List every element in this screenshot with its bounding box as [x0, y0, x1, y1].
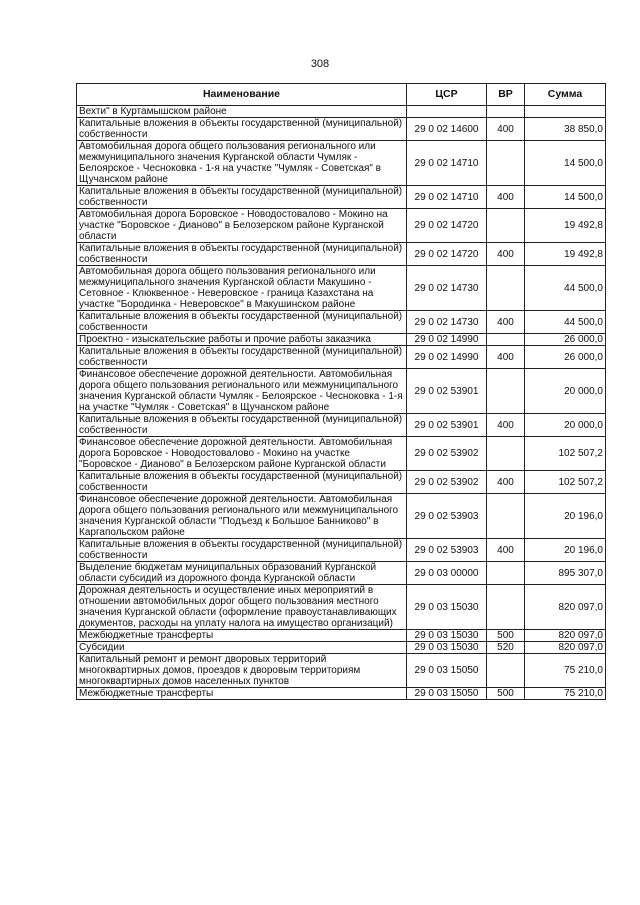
cell-vr — [487, 437, 525, 471]
cell-vr: 400 — [487, 186, 525, 209]
cell-sum: 26 000,0 — [525, 346, 606, 369]
cell-vr — [487, 141, 525, 186]
table-row — [77, 471, 606, 494]
cell-sum: 895 307,0 — [525, 562, 606, 585]
cell-vr — [487, 585, 525, 630]
cell-csr: 29 0 02 14720 — [407, 209, 487, 243]
cell-csr: 29 0 02 14990 — [407, 334, 487, 346]
cell-vr: 400 — [487, 311, 525, 334]
cell-name: Капитальный ремонт и ремонт дворовых территорий многоквартирных домов, проездов к дворовым территориям многоквартирных домов населенных пунктов — [77, 654, 407, 688]
cell-name: Финансовое обеспечение дорожной деятельности. Автомобильная дорога общего пользования регионального или межмуниципального значения Курганской области "Подъезд к Большое Банниково" в Каргапольском районе — [77, 494, 407, 539]
cell-sum: 102 507,2 — [525, 437, 606, 471]
table-body — [77, 106, 606, 700]
cell-sum: 75 210,0 — [525, 654, 606, 688]
cell-name: Финансовое обеспечение дорожной деятельности. Автомобильная дорога общего пользования регионального или межмуниципального значения Курганской области Чумляк - Белоярское - Чесноковка - 1-я на участке "Чумляк - Советская" в Щучанском районе — [77, 369, 407, 414]
cell-name: Капитальные вложения в объекты государственной (муниципальной) собственности — [77, 243, 407, 266]
cell-csr: 29 0 03 15030 — [407, 585, 487, 630]
cell-sum: 20 196,0 — [525, 494, 606, 539]
cell-name: Межбюджетные трансферты — [77, 688, 407, 700]
cell-sum: 820 097,0 — [525, 630, 606, 642]
cell-csr: 29 0 02 53903 — [407, 494, 487, 539]
cell-sum: 20 196,0 — [525, 539, 606, 562]
cell-csr: 29 0 03 15050 — [407, 688, 487, 700]
cell-name: Дорожная деятельность и осуществление иных мероприятий в отношении автомобильных дорог общего пользования местного значения Курганской области (оформление правоустанавливающих документов, расходы на уплату налога на имущество организаций) — [77, 585, 407, 630]
cell-sum: 19 492,8 — [525, 243, 606, 266]
cell-sum: 44 500,0 — [525, 311, 606, 334]
cell-vr: 400 — [487, 118, 525, 141]
cell-name: Межбюджетные трансферты — [77, 630, 407, 642]
table-row — [77, 369, 606, 414]
table-row — [77, 630, 606, 642]
cell-vr — [487, 209, 525, 243]
cell-name: Капитальные вложения в объекты государственной (муниципальной) собственности — [77, 471, 407, 494]
cell-name: Автомобильная дорога Боровское - Новодостовалово - Мокино на участке "Боровское - Дианово" в Белозерском районе Курганской области — [77, 209, 407, 243]
cell-csr: 29 0 02 14720 — [407, 243, 487, 266]
table-row — [77, 209, 606, 243]
table-header-row — [77, 84, 606, 106]
cell-name: Проектно - изыскательские работы и прочие работы заказчика — [77, 334, 407, 346]
cell-csr: 29 0 02 14600 — [407, 118, 487, 141]
table-row — [77, 585, 606, 630]
cell-vr — [487, 106, 525, 118]
cell-csr: 29 0 02 14730 — [407, 311, 487, 334]
table-row — [77, 186, 606, 209]
cell-name: Капитальные вложения в объекты государственной (муниципальной) собственности — [77, 186, 407, 209]
cell-csr: 29 0 02 53902 — [407, 437, 487, 471]
table-row — [77, 266, 606, 311]
cell-csr: 29 0 02 14990 — [407, 346, 487, 369]
cell-csr: 29 0 02 14710 — [407, 141, 487, 186]
table-row — [77, 642, 606, 654]
cell-vr — [487, 334, 525, 346]
table-row — [77, 654, 606, 688]
cell-csr: 29 0 03 15030 — [407, 630, 487, 642]
cell-vr: 520 — [487, 642, 525, 654]
table-row — [77, 243, 606, 266]
cell-name: Автомобильная дорога общего пользования регионального или межмуниципального значения Курганской области Макушино - Сетовное - Клюквенное - Неверовское - граница Казахстана на участке "Бородинка - Неверовское" в Макушинском районе — [77, 266, 407, 311]
cell-name: Выделение бюджетам муниципальных образований Курганской области субсидий из дорожного фонда Курганской области — [77, 562, 407, 585]
cell-vr — [487, 494, 525, 539]
header-csr: ЦСР — [407, 84, 487, 106]
cell-vr — [487, 654, 525, 688]
cell-csr: 29 0 02 14730 — [407, 266, 487, 311]
cell-vr: 400 — [487, 539, 525, 562]
cell-vr: 500 — [487, 688, 525, 700]
page-number: 308 — [310, 58, 330, 70]
cell-name: Капитальные вложения в объекты государственной (муниципальной) собственности — [77, 118, 407, 141]
cell-sum: 38 850,0 — [525, 118, 606, 141]
table-row — [77, 414, 606, 437]
cell-sum: 75 210,0 — [525, 688, 606, 700]
cell-name: Капитальные вложения в объекты государственной (муниципальной) собственности — [77, 311, 407, 334]
cell-sum: 19 492,8 — [525, 209, 606, 243]
header-name: Наименование — [77, 84, 407, 106]
cell-sum: 26 000,0 — [525, 334, 606, 346]
cell-name: Субсидии — [77, 642, 407, 654]
table-row — [77, 118, 606, 141]
cell-vr — [487, 266, 525, 311]
cell-sum — [525, 106, 606, 118]
budget-table — [76, 83, 606, 700]
cell-sum: 820 097,0 — [525, 642, 606, 654]
cell-vr: 400 — [487, 414, 525, 437]
header-vr: ВР — [487, 84, 525, 106]
cell-vr — [487, 369, 525, 414]
cell-csr — [407, 106, 487, 118]
cell-sum: 102 507,2 — [525, 471, 606, 494]
table-row — [77, 494, 606, 539]
cell-csr: 29 0 02 53901 — [407, 414, 487, 437]
table-row — [77, 688, 606, 700]
cell-sum: 14 500,0 — [525, 186, 606, 209]
table-row — [77, 562, 606, 585]
cell-name: Капитальные вложения в объекты государственной (муниципальной) собственности — [77, 346, 407, 369]
cell-csr: 29 0 03 00000 — [407, 562, 487, 585]
cell-csr: 29 0 02 53902 — [407, 471, 487, 494]
cell-vr — [487, 562, 525, 585]
table-row — [77, 106, 606, 118]
cell-csr: 29 0 02 14710 — [407, 186, 487, 209]
cell-vr: 400 — [487, 471, 525, 494]
cell-name: Капитальные вложения в объекты государственной (муниципальной) собственности — [77, 539, 407, 562]
cell-csr: 29 0 02 53903 — [407, 539, 487, 562]
table-row — [77, 539, 606, 562]
table-row — [77, 334, 606, 346]
cell-csr: 29 0 03 15030 — [407, 642, 487, 654]
cell-sum: 820 097,0 — [525, 585, 606, 630]
cell-vr: 400 — [487, 243, 525, 266]
cell-csr: 29 0 02 53901 — [407, 369, 487, 414]
table-row — [77, 346, 606, 369]
cell-vr: 400 — [487, 346, 525, 369]
cell-name: Вехти" в Куртамышском районе — [77, 106, 407, 118]
cell-vr: 500 — [487, 630, 525, 642]
cell-sum: 44 500,0 — [525, 266, 606, 311]
cell-sum: 20 000,0 — [525, 369, 606, 414]
header-sum: Сумма — [525, 84, 606, 106]
cell-name: Автомобильная дорога общего пользования регионального или межмуниципального значения Курганской области Чумляк - Белоярское - Чесноковка - 1-я на участке "Чумляк - Советская" в Щучанском районе — [77, 141, 407, 186]
table-row — [77, 141, 606, 186]
cell-name: Капитальные вложения в объекты государственной (муниципальной) собственности — [77, 414, 407, 437]
table-row — [77, 311, 606, 334]
cell-name: Финансовое обеспечение дорожной деятельности. Автомобильная дорога Боровское - Новодостовалово - Мокино на участке "Боровское - Дианово" в Белозерском районе Курганской области — [77, 437, 407, 471]
cell-csr: 29 0 03 15050 — [407, 654, 487, 688]
cell-sum: 20 000,0 — [525, 414, 606, 437]
cell-sum: 14 500,0 — [525, 141, 606, 186]
table-row — [77, 437, 606, 471]
